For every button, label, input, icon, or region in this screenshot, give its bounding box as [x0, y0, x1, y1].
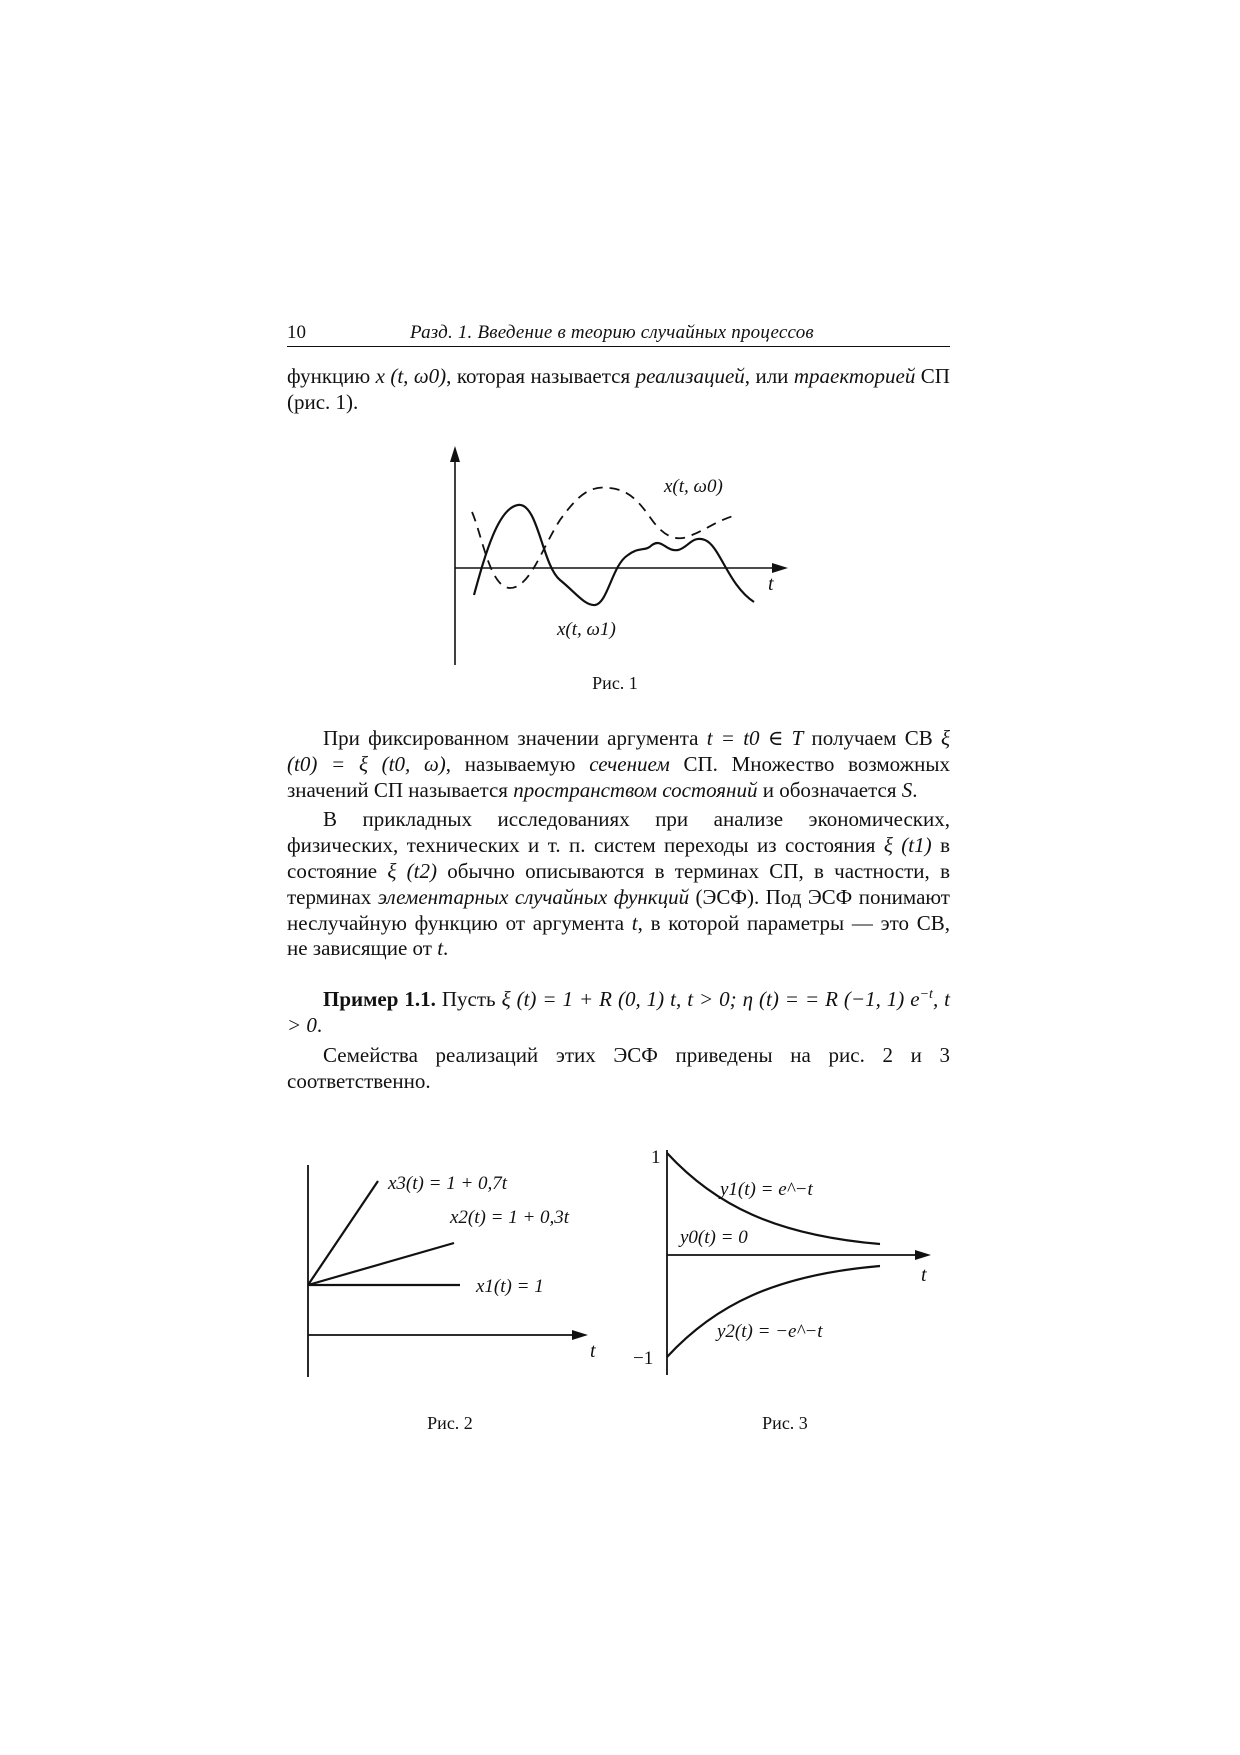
fig1-label-omega0: x(t, ω0) — [664, 476, 723, 497]
fig3-axis-t-label: t — [921, 1264, 927, 1286]
figure-2-caption: Рис. 2 — [427, 1413, 473, 1433]
fig3-label-y0: y0(t) = 0 — [680, 1227, 748, 1248]
term-elementary-random-functions: элементарных случайных функций — [377, 884, 690, 909]
example-superscript: −t — [919, 987, 933, 1003]
paragraph-section — [287, 726, 950, 803]
main-text — [287, 726, 950, 1094]
p1-math-3: S — [901, 777, 913, 802]
intro-text-2: , которая называется — [446, 364, 636, 388]
intro-math-1: x (t, ω0) — [375, 364, 447, 388]
fig1-curve-omega1 — [474, 505, 754, 605]
p1-text-1: При фиксированном значении аргумента — [323, 726, 707, 750]
p2-text-1: В прикладных исследованиях при анализе экономических, физических, технических и т. п. систем переходы из состояния — [287, 807, 950, 858]
p2-math-1: ξ (t1) — [883, 833, 932, 858]
term-state-space: пространством состояний — [513, 777, 758, 802]
intro-text-3: , или — [744, 364, 794, 388]
fig2-label-x2: x2(t) = 1 + 0,3t — [450, 1207, 570, 1228]
fig1-y-axis-arrow — [450, 446, 460, 462]
intro-text-1: функцию — [287, 364, 376, 388]
fig1-curve-omega0 — [472, 487, 733, 588]
p1-text-5: и обозначается — [757, 777, 902, 802]
example-text-1: Пусть — [435, 987, 502, 1012]
p1-text-2: получаем СВ — [803, 726, 941, 750]
p2-text-2: в состояние — [287, 833, 950, 883]
running-header-title: Разд. 1. Введение в теорию случайных процессов — [410, 322, 814, 343]
example-1-1 — [287, 982, 950, 1039]
fig3-tick-1: 1 — [651, 1147, 661, 1168]
fig3-t-axis-arrow — [915, 1250, 931, 1260]
example-heading: Пример 1.1. — [323, 987, 436, 1012]
p2-math-4: t — [437, 936, 444, 961]
fig2-axis-t-label: t — [590, 1340, 596, 1362]
figure-2 — [290, 1155, 620, 1385]
fig2-label-x1: x1(t) = 1 — [476, 1276, 544, 1297]
example-math-2: , t > 0 — [287, 987, 950, 1037]
example-math-1: ξ (t) = 1 + R (0, 1) t, t > 0; η (t) = = R (−1, 1) e — [501, 987, 920, 1012]
paragraph-applied — [287, 807, 950, 962]
fig3-tick-minus-1: −1 — [633, 1348, 654, 1369]
figure-1-caption: Рис. 1 — [592, 673, 638, 693]
fig3-label-y2: y2(t) = −e^−t — [717, 1321, 823, 1342]
p1-text-6: . — [912, 777, 918, 802]
fig1-axis-t-label: t — [768, 573, 774, 595]
fig2-t-axis-arrow — [572, 1330, 588, 1340]
term-realization: реализацией — [635, 364, 745, 388]
fig2-line-x3 — [308, 1181, 378, 1285]
p2-text-4: (ЭСФ). Под ЭСФ понимают неслучайную функцию от аргумента — [287, 884, 950, 935]
fig1-t-axis-arrow — [772, 563, 788, 573]
fig2-label-x3: x3(t) = 1 + 0,7t — [388, 1173, 508, 1194]
term-trajectory: траекторией — [793, 364, 916, 388]
figure-3 — [625, 1135, 950, 1385]
p1-text-3: , называемую — [445, 751, 590, 776]
fig2-line-x2 — [308, 1243, 454, 1285]
intro-paragraph — [287, 364, 950, 416]
intro-text-4: СП (рис. 1). — [287, 364, 950, 414]
p2-math-2: ξ (t2) — [387, 858, 437, 883]
p1-math-2: ξ (t0) = ξ (t0, ω) — [287, 726, 950, 776]
figure-1 — [430, 440, 810, 680]
figure-3-caption: Рис. 3 — [762, 1413, 808, 1433]
p2-text-3: обычно описываются в терминах СП, в частности, в терминах — [287, 858, 950, 909]
fig1-label-omega1: x(t, ω1) — [557, 619, 616, 640]
header-rule — [287, 346, 950, 347]
p2-text-5: , в которой параметры — это СВ, не зависящие от — [287, 910, 950, 961]
p2-text-6: . — [443, 936, 449, 961]
example-text-2: . — [316, 1012, 323, 1037]
page-number: 10 — [287, 322, 306, 343]
p2-math-3: t — [631, 910, 638, 935]
term-section: сечением — [589, 751, 670, 776]
paragraph-families: Семейства реализаций этих ЭСФ приведены на рис. 2 и 3 соответственно. — [287, 1042, 950, 1093]
fig3-curve-y2 — [667, 1266, 880, 1357]
p1-math-1: t = t0 ∈ T — [706, 726, 804, 750]
fig3-label-y1: y1(t) = e^−t — [720, 1179, 813, 1200]
p1-text-4: СП. Множество возможных значений СП называется — [287, 751, 950, 802]
